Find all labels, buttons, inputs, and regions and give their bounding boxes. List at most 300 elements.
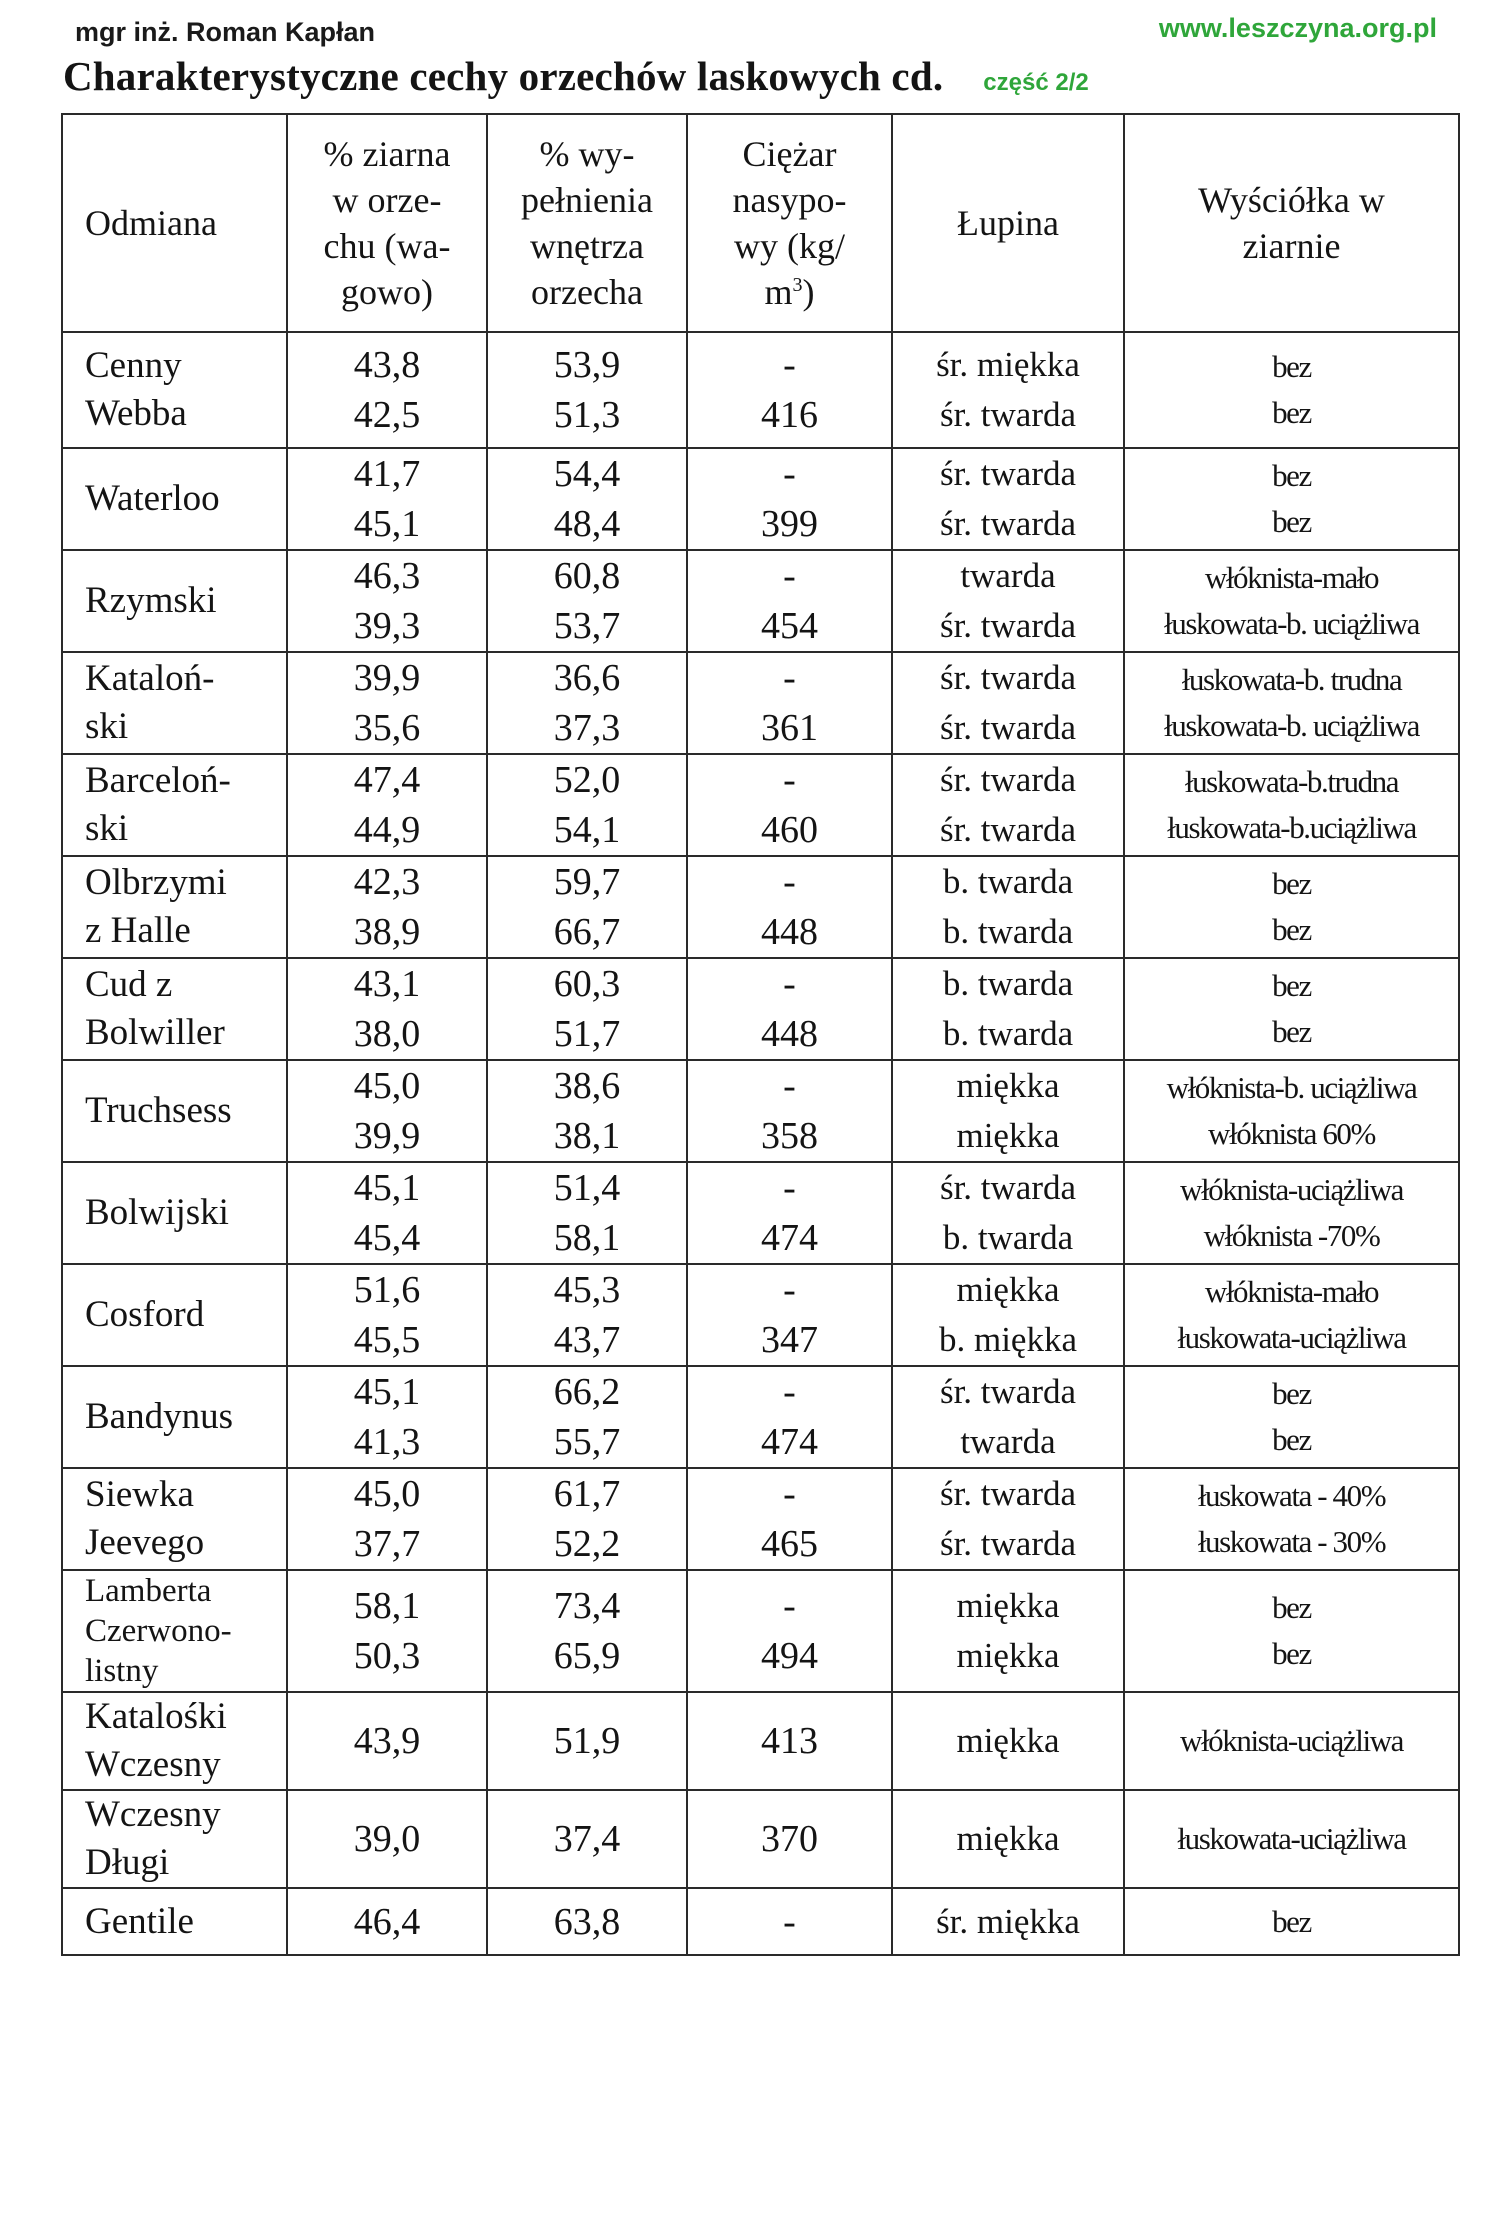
cell-shell — [892, 958, 1124, 1060]
cell-variety — [62, 550, 287, 652]
cell-shell-line: b. twarda — [942, 964, 1074, 1003]
cell-kernel-line: 45,0 — [353, 1473, 421, 1515]
cell-kernel-line: 44,9 — [353, 809, 421, 851]
cell-shell-line: b. twarda — [942, 912, 1074, 951]
cell-weight — [687, 1060, 892, 1162]
cell-weight-line: - — [783, 1371, 796, 1413]
header-weight-line: Ciężar — [742, 134, 837, 174]
cell-kernel-line: 45,0 — [353, 1065, 421, 1107]
cell-shell-line: śr. twarda — [939, 760, 1077, 799]
cell-kernel — [287, 1790, 487, 1888]
cell-fill — [487, 856, 687, 958]
cell-kernel — [287, 754, 487, 856]
cell-shell-line: śr. twarda — [939, 708, 1077, 747]
cell-weight-line: - — [783, 1473, 796, 1515]
cell-kernel-line: 38,0 — [353, 1013, 421, 1055]
cell-shell-line: śr. twarda — [939, 395, 1077, 434]
cell-kernel-line: 42,3 — [353, 861, 421, 903]
cell-variety — [62, 1060, 287, 1162]
cell-fill-line: 45,3 — [553, 1269, 621, 1311]
cell-fill-line: 43,7 — [553, 1319, 621, 1361]
cell-variety — [62, 652, 287, 754]
cell-variety-line: Siewka — [85, 1474, 194, 1515]
cell-lining-line: bez — [1272, 912, 1311, 947]
cell-fill-line: 54,4 — [553, 453, 621, 495]
title-row — [63, 52, 1089, 100]
table-row — [62, 550, 1459, 652]
cell-shell — [892, 1790, 1124, 1888]
cell-fill — [487, 448, 687, 550]
cell-variety — [62, 1468, 287, 1570]
cell-fill-line: 48,4 — [553, 503, 621, 545]
cell-kernel-line: 43,1 — [353, 963, 421, 1005]
cell-shell — [892, 1692, 1124, 1790]
cell-weight-line: 454 — [761, 605, 818, 647]
header-shell: Łupina — [892, 114, 1124, 332]
cell-kernel-line: 45,1 — [353, 503, 421, 545]
cell-shell-line: śr. twarda — [939, 1474, 1077, 1513]
cell-lining-line: bez — [1272, 1376, 1311, 1411]
cell-kernel-line: 38,9 — [353, 911, 421, 953]
cell-kernel — [287, 1468, 487, 1570]
cell-weight-line: - — [783, 657, 796, 699]
cell-variety-line: Olbrzymi — [85, 862, 227, 903]
table-row — [62, 1366, 1459, 1468]
cell-weight-line: 413 — [761, 1720, 818, 1762]
cell-shell-line: b. twarda — [942, 862, 1074, 901]
page-title: Charakterystyczne cechy orzechów laskowych cd. — [63, 53, 944, 99]
cell-fill-line: 51,7 — [553, 1013, 621, 1055]
cell-lining-line: bez — [1272, 458, 1311, 493]
cell-kernel — [287, 652, 487, 754]
cell-fill-line: 37,4 — [553, 1818, 621, 1860]
cell-variety — [62, 754, 287, 856]
cell-lining-line: włóknista -70% — [1203, 1218, 1380, 1253]
header-kernel-line: gowo) — [341, 272, 433, 312]
cell-variety-line: Długi — [85, 1842, 170, 1883]
cell-shell-line: śr. twarda — [939, 606, 1077, 645]
cell-shell-line: śr. miękka — [936, 1901, 1080, 1941]
cell-lining — [1124, 1264, 1459, 1366]
cell-shell — [892, 1264, 1124, 1366]
cell-lining-line: bez — [1272, 504, 1311, 539]
cell-variety-line: Truchsess — [85, 1090, 232, 1131]
cell-variety — [62, 1162, 287, 1264]
cell-variety — [62, 856, 287, 958]
table-row — [62, 448, 1459, 550]
cell-lining — [1124, 1060, 1459, 1162]
cell-variety-line: Gentile — [85, 1900, 194, 1942]
cell-fill-line: 53,9 — [553, 344, 621, 386]
cell-kernel — [287, 550, 487, 652]
header-fill — [487, 114, 687, 332]
cell-fill-line: 51,9 — [553, 1720, 621, 1762]
cell-weight-line: - — [783, 1065, 796, 1107]
cell-variety-line: Bandynus — [85, 1396, 233, 1437]
cell-shell — [892, 1570, 1124, 1692]
cell-weight — [687, 1692, 892, 1790]
cell-variety-line: Cenny — [85, 345, 182, 386]
cell-fill-line: 52,0 — [553, 759, 621, 801]
cell-weight — [687, 550, 892, 652]
cell-lining-line: bez — [1272, 968, 1311, 1003]
cell-weight-line: - — [783, 861, 796, 903]
cell-weight — [687, 958, 892, 1060]
cell-kernel — [287, 1162, 487, 1264]
cell-lining-line: bez — [1272, 1422, 1311, 1457]
cell-weight-line: 347 — [761, 1319, 818, 1361]
cell-weight-line: - — [783, 555, 796, 597]
cell-fill — [487, 1366, 687, 1468]
cell-lining-line: łuskowata-b. uciążliwa — [1164, 708, 1419, 743]
cell-fill-line: 60,3 — [553, 963, 621, 1005]
cell-shell-line: śr. twarda — [939, 658, 1077, 697]
cell-variety-line: Kataloń- — [85, 658, 215, 699]
cell-shell-line: miękka — [956, 1270, 1060, 1309]
cell-shell — [892, 550, 1124, 652]
cell-shell-line: śr. twarda — [939, 454, 1077, 493]
table-row — [62, 1468, 1459, 1570]
cell-weight — [687, 652, 892, 754]
table-row — [62, 1570, 1459, 1692]
cell-kernel — [287, 1692, 487, 1790]
header-weight-line: nasypo- — [732, 180, 847, 220]
cell-kernel-line: 43,9 — [353, 1720, 421, 1762]
table-row — [62, 1060, 1459, 1162]
cell-fill — [487, 332, 687, 448]
cell-kernel — [287, 1264, 487, 1366]
cell-weight — [687, 1162, 892, 1264]
website-url: www.leszczyna.org.pl — [1158, 13, 1437, 43]
cell-variety — [62, 1570, 287, 1692]
cell-fill — [487, 1468, 687, 1570]
cell-variety-line: listny — [85, 1653, 159, 1689]
cell-kernel-line: 47,4 — [353, 759, 421, 801]
cell-fill-line: 61,7 — [553, 1473, 621, 1515]
cell-lining-line: łuskowata-b. uciążliwa — [1164, 606, 1419, 641]
cell-weight — [687, 1366, 892, 1468]
cell-shell-line: b. twarda — [942, 1218, 1074, 1257]
cell-lining — [1124, 652, 1459, 754]
cell-lining-line: bez — [1272, 1636, 1311, 1671]
cell-kernel — [287, 448, 487, 550]
cell-weight — [687, 1264, 892, 1366]
cell-variety-line: Cud z — [85, 964, 173, 1005]
cell-fill-line: 55,7 — [553, 1421, 621, 1463]
cell-fill-line: 38,6 — [553, 1065, 621, 1107]
cell-shell — [892, 1162, 1124, 1264]
cell-weight-line: - — [783, 453, 796, 495]
cell-kernel-line: 43,8 — [353, 344, 421, 386]
cell-fill-line: 60,8 — [553, 555, 621, 597]
table-row — [62, 332, 1459, 448]
cell-weight-line: 474 — [761, 1421, 818, 1463]
cell-fill — [487, 1264, 687, 1366]
cell-fill — [487, 958, 687, 1060]
table-row — [62, 1264, 1459, 1366]
cell-lining-line: bez — [1272, 395, 1311, 430]
cell-lining-line: łuskowata-b.trudna — [1184, 764, 1399, 799]
cell-fill — [487, 1790, 687, 1888]
cell-kernel-line: 58,1 — [353, 1585, 421, 1627]
cell-variety — [62, 332, 287, 448]
header-variety: Odmiana — [62, 114, 287, 332]
cell-fill-line: 37,3 — [553, 707, 621, 749]
table-row — [62, 856, 1459, 958]
cell-fill — [487, 1570, 687, 1692]
cell-shell — [892, 1468, 1124, 1570]
cell-variety-line: Wczesny — [85, 1744, 221, 1785]
cell-lining-line: bez — [1272, 349, 1311, 384]
cell-fill — [487, 1060, 687, 1162]
cell-weight-line: 474 — [761, 1217, 818, 1259]
cell-weight — [687, 754, 892, 856]
cell-kernel-line: 39,9 — [353, 657, 421, 699]
cell-variety — [62, 1264, 287, 1366]
cell-shell-line: śr. twarda — [939, 1168, 1077, 1207]
cell-lining-line: łuskowata-b. trudna — [1181, 662, 1402, 697]
cell-weight — [687, 856, 892, 958]
cell-kernel-line: 41,3 — [353, 1421, 421, 1463]
cell-variety-line: Webba — [85, 393, 187, 434]
cell-lining-line: włóknista-mało — [1204, 560, 1379, 595]
cell-variety — [62, 958, 287, 1060]
cell-variety-line: ski — [85, 808, 129, 849]
cell-weight-line: - — [783, 963, 796, 1005]
cell-shell-line: miękka — [956, 1636, 1060, 1675]
cell-kernel — [287, 1570, 487, 1692]
cell-kernel-line: 45,1 — [353, 1371, 421, 1413]
hazelnut-table — [61, 113, 1460, 1956]
cell-weight — [687, 1468, 892, 1570]
cell-lining — [1124, 1366, 1459, 1468]
header-lining-line: Wyściółka w — [1198, 180, 1385, 220]
cell-kernel-line: 51,6 — [353, 1269, 421, 1311]
cell-fill-line: 63,8 — [553, 1900, 621, 1943]
cell-weight-line: 494 — [761, 1635, 818, 1677]
cell-variety-line: ski — [85, 706, 129, 747]
header-weight-unit: m — [764, 272, 793, 312]
cell-shell — [892, 652, 1124, 754]
cell-kernel-line: 39,0 — [353, 1818, 421, 1860]
cell-fill-line: 36,6 — [553, 657, 621, 699]
header-weight-line — [688, 269, 891, 315]
cell-lining-line: łuskowata-uciążliwa — [1177, 1320, 1406, 1355]
cell-lining-line: bez — [1272, 1014, 1311, 1049]
cell-weight — [687, 1790, 892, 1888]
cell-fill-line: 73,4 — [553, 1585, 621, 1627]
header-fill-line: orzecha — [531, 272, 643, 312]
cell-weight-line: - — [783, 759, 796, 801]
header-kernel-line: chu (wa- — [323, 226, 451, 266]
cell-shell — [892, 754, 1124, 856]
cell-kernel-line: 46,4 — [353, 1900, 421, 1943]
cell-lining-line: włóknista 60% — [1208, 1116, 1375, 1151]
cell-variety-line: Wczesny — [85, 1794, 221, 1835]
cell-variety — [62, 1888, 287, 1955]
cell-weight-line: 416 — [761, 394, 818, 436]
cell-lining — [1124, 754, 1459, 856]
cell-shell-line: miękka — [956, 1066, 1060, 1105]
cell-shell-line: śr. twarda — [939, 810, 1077, 849]
cell-kernel-line: 42,5 — [353, 394, 421, 436]
cell-fill-line: 51,3 — [553, 394, 621, 436]
cell-fill — [487, 550, 687, 652]
cell-fill — [487, 1162, 687, 1264]
cell-weight-line: 448 — [761, 1013, 818, 1055]
cell-variety-line: Waterloo — [85, 478, 220, 519]
cell-lining — [1124, 550, 1459, 652]
cell-lining — [1124, 1162, 1459, 1264]
cell-lining-line: włóknista-mało — [1204, 1274, 1379, 1309]
cell-fill-line: 65,9 — [553, 1635, 621, 1677]
header-weight-line: wy (kg/ — [734, 226, 845, 266]
cell-kernel-line: 45,1 — [353, 1167, 421, 1209]
header-fill-line: % wy- — [539, 134, 635, 174]
cell-lining-line: łuskowata-uciążliwa — [1177, 1821, 1406, 1856]
cell-shell-line: b. twarda — [942, 1014, 1074, 1053]
cell-variety-line: Jeevego — [85, 1522, 205, 1563]
cell-shell-line: śr. miękka — [936, 345, 1080, 384]
header-weight-paren: ) — [802, 272, 815, 312]
cell-weight-line: - — [783, 1585, 796, 1627]
cell-kernel-line: 45,4 — [353, 1217, 421, 1259]
cell-variety-line: z Halle — [85, 910, 191, 951]
cell-weight-line: 358 — [761, 1115, 818, 1157]
author-name: mgr inż. Roman Kapłan — [75, 17, 376, 47]
cell-weight-line: 361 — [761, 707, 818, 749]
cell-lining-line: łuskowata - 30% — [1197, 1524, 1386, 1559]
cell-fill — [487, 754, 687, 856]
cell-fill-line: 38,1 — [553, 1115, 621, 1157]
cell-weight — [687, 332, 892, 448]
cell-lining-line: włóknista-uciążliwa — [1179, 1723, 1404, 1758]
part-label: część 2/2 — [983, 69, 1089, 96]
cell-weight — [687, 1888, 892, 1955]
cell-kernel — [287, 958, 487, 1060]
cell-lining — [1124, 856, 1459, 958]
table-wrapper — [61, 113, 1460, 1956]
cell-shell — [892, 448, 1124, 550]
cell-shell — [892, 856, 1124, 958]
cell-variety-line: Bolwijski — [85, 1192, 229, 1233]
cell-shell-line: śr. twarda — [939, 1524, 1077, 1563]
header-lining-line: ziarnie — [1242, 226, 1341, 266]
cell-fill-line: 52,2 — [553, 1523, 621, 1565]
cell-lining — [1124, 332, 1459, 448]
cell-lining-line: bez — [1272, 1903, 1311, 1939]
table-row — [62, 1692, 1459, 1790]
cell-weight-line: 370 — [761, 1818, 818, 1860]
cell-weight-line: 460 — [761, 809, 818, 851]
cell-kernel-line: 37,7 — [353, 1523, 421, 1565]
cell-lining-line: włóknista-uciążliwa — [1179, 1172, 1404, 1207]
cell-kernel-line: 45,5 — [353, 1319, 421, 1361]
cell-lining — [1124, 1888, 1459, 1955]
cell-lining — [1124, 1570, 1459, 1692]
cell-fill — [487, 1888, 687, 1955]
cell-kernel — [287, 856, 487, 958]
cell-kernel-line: 41,7 — [353, 453, 421, 495]
cell-fill — [487, 1692, 687, 1790]
header-weight-exponent: 3 — [792, 274, 803, 296]
cell-kernel — [287, 1060, 487, 1162]
cell-shell — [892, 1060, 1124, 1162]
table-row — [62, 1790, 1459, 1888]
cell-shell-line: miękka — [956, 1819, 1060, 1858]
cell-variety-line: Cosford — [85, 1294, 205, 1335]
cell-weight-line: 399 — [761, 503, 818, 545]
cell-weight-line: - — [783, 344, 796, 386]
table-row — [62, 958, 1459, 1060]
cell-shell-line: miękka — [956, 1116, 1060, 1155]
cell-shell — [892, 332, 1124, 448]
cell-weight-line: 465 — [761, 1523, 818, 1565]
cell-variety-line: Czerwono- — [85, 1613, 232, 1649]
cell-kernel — [287, 1888, 487, 1955]
cell-variety-line: Rzymski — [85, 580, 217, 621]
table-row — [62, 652, 1459, 754]
cell-shell-line: twarda — [960, 1422, 1056, 1461]
cell-lining-line: łuskowata - 40% — [1197, 1478, 1386, 1513]
cell-lining — [1124, 1468, 1459, 1570]
cell-shell-line: śr. twarda — [939, 1372, 1077, 1411]
table-row — [62, 1162, 1459, 1264]
cell-shell-line: b. miękka — [938, 1320, 1078, 1359]
header-row — [62, 114, 1459, 332]
header-kernel-line: % ziarna — [323, 134, 451, 174]
cell-variety — [62, 448, 287, 550]
cell-kernel-line: 35,6 — [353, 707, 421, 749]
cell-shell-line: miękka — [956, 1721, 1060, 1760]
cell-variety — [62, 1790, 287, 1888]
table-row — [62, 1888, 1459, 1955]
cell-shell — [892, 1888, 1124, 1955]
cell-variety-line: Lamberta — [85, 1573, 212, 1609]
cell-fill-line: 59,7 — [553, 861, 621, 903]
header-lining — [1124, 114, 1459, 332]
cell-fill-line: 54,1 — [553, 809, 621, 851]
header-kernel-line: w orze- — [332, 180, 442, 220]
cell-lining-line: bez — [1272, 1590, 1311, 1625]
cell-shell-line: śr. twarda — [939, 504, 1077, 543]
table-row — [62, 754, 1459, 856]
cell-weight-line: - — [783, 1269, 796, 1311]
cell-lining — [1124, 1790, 1459, 1888]
cell-shell-line: twarda — [960, 556, 1056, 595]
table-body — [62, 332, 1459, 1955]
cell-weight-line: - — [783, 1167, 796, 1209]
cell-lining — [1124, 958, 1459, 1060]
cell-weight — [687, 1570, 892, 1692]
cell-kernel-line: 39,9 — [353, 1115, 421, 1157]
cell-weight-line: 448 — [761, 911, 818, 953]
cell-lining-line: bez — [1272, 866, 1311, 901]
cell-kernel — [287, 332, 487, 448]
cell-variety-line: Bolwiller — [85, 1012, 225, 1053]
cell-kernel-line: 39,3 — [353, 605, 421, 647]
cell-lining — [1124, 448, 1459, 550]
cell-kernel-line: 46,3 — [353, 555, 421, 597]
cell-kernel-line: 50,3 — [353, 1635, 421, 1677]
header-weight — [687, 114, 892, 332]
cell-lining — [1124, 1692, 1459, 1790]
cell-shell — [892, 1366, 1124, 1468]
cell-fill — [487, 652, 687, 754]
cell-shell-line: miękka — [956, 1586, 1060, 1625]
cell-variety-line: Barceloń- — [85, 760, 231, 801]
cell-fill-line: 53,7 — [553, 605, 621, 647]
